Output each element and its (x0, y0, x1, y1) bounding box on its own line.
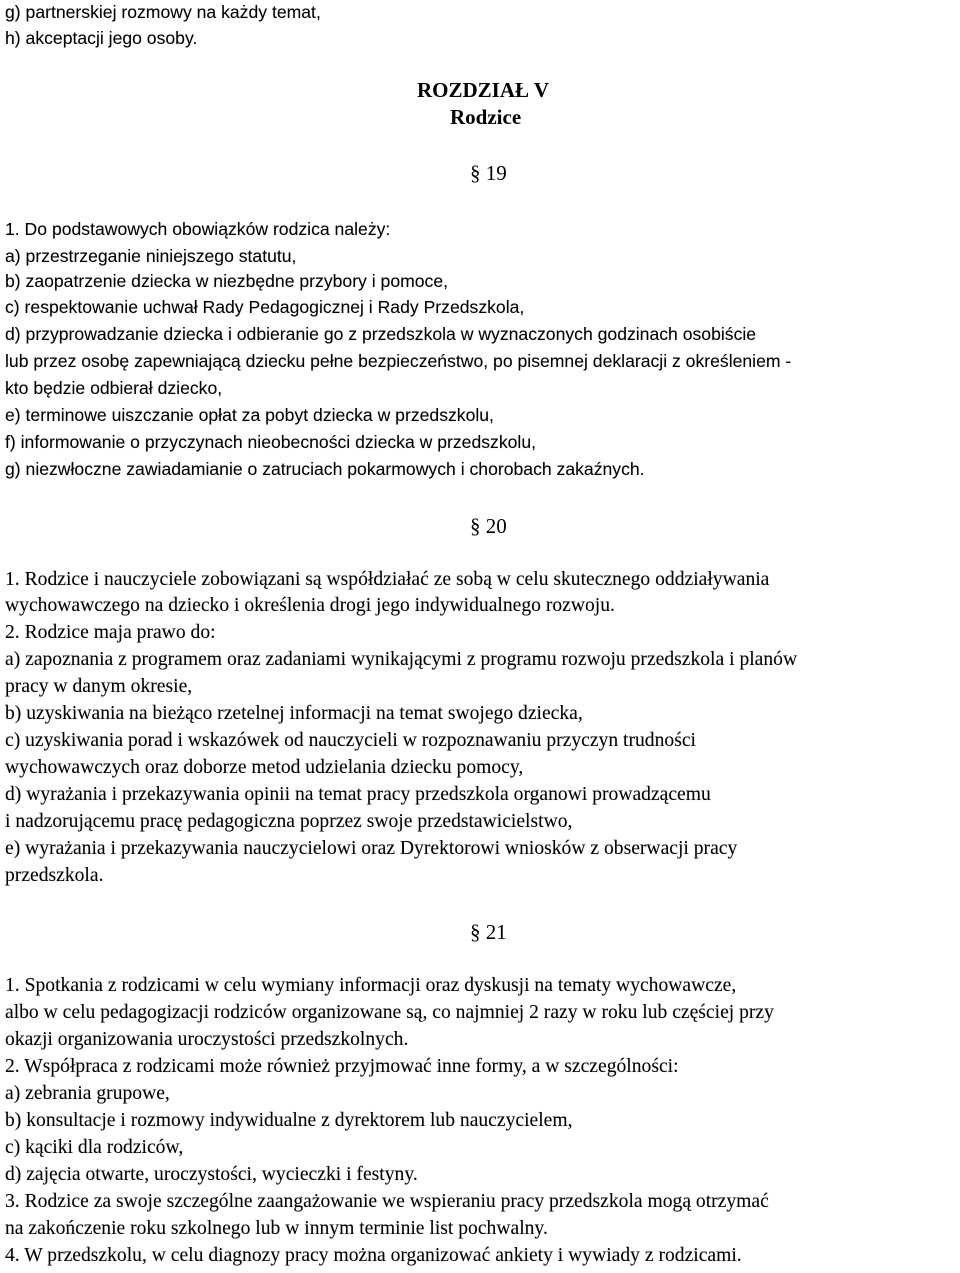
text-line: a) zebrania grupowe, (5, 1083, 170, 1104)
text-line: okazji organizowania uroczystości przedszkolnych. (5, 1029, 409, 1050)
text-line: 1. Do podstawowych obowiązków rodzica należy: (5, 219, 391, 239)
text-line: g) niezwłoczne zawiadamianie o zatruciach pokarmowych i chorobach zakaźnych. (5, 459, 645, 479)
text-line: 3. Rodzice za swoje szczególne zaangażowanie we wspieraniu pracy przedszkola mogą otrzymać (5, 1191, 769, 1212)
text-line: g) partnerskiej rozmowy na każdy temat, (5, 2, 321, 22)
text-line: d) przyprowadzanie dziecka i odbieranie go z przedszkola w wyznaczonych godzinach osobiście (5, 324, 757, 344)
text-line: d) wyrażania i przekazywania opinii na temat pracy przedszkola organowi prowadzącemu (5, 784, 711, 805)
section-mark-21: § 21 (470, 920, 507, 944)
text-line: 1. Rodzice i nauczyciele zobowiązani są współdziałać ze sobą w celu skutecznego oddziaływania (5, 569, 770, 590)
text-line: a) przestrzeganie niniejszego statutu, (5, 246, 297, 266)
text-line: 1. Spotkania z rodzicami w celu wymiany informacji oraz dyskusji na tematy wychowawcze, (5, 975, 737, 996)
chapter-title: ROZDZIAŁ V (417, 78, 550, 102)
text-line: na zakończenie roku szkolnego lub w innym terminie list pochwalny. (5, 1218, 548, 1239)
text-line: c) uzyskiwania porad i wskazówek od nauczycieli w rozpoznawaniu przyczyn trudności (5, 730, 696, 751)
text-line: c) kąciki dla rodziców, (5, 1137, 184, 1158)
text-line: b) zaopatrzenie dziecka w niezbędne przybory i pomoce, (5, 271, 449, 291)
text-line: albo w celu pedagogizacji rodziców organizowane są, co najmniej 2 razy w roku lub częściej przy (5, 1002, 774, 1023)
text-line: kto będzie odbierał dziecko, (5, 378, 223, 398)
text-line: d) zajęcia otwarte, uroczystości, wycieczki i festyny. (5, 1164, 418, 1185)
text-line: b) konsultacje i rozmowy indywidualne z dyrektorem lub nauczycielem, (5, 1110, 573, 1131)
section-mark-19: § 19 (470, 161, 507, 185)
text-line: a) zapoznania z programem oraz zadaniami wynikającymi z programu rozwoju przedszkola i planów (5, 649, 798, 670)
section-mark-20: § 20 (470, 514, 507, 538)
text-line: b) uzyskiwania na bieżąco rzetelnej informacji na temat swojego dziecka, (5, 703, 583, 724)
text-line: 2. Współpraca z rodzicami może również przyjmować inne formy, a w szczególności: (5, 1056, 679, 1077)
text-line: lub przez osobę zapewniającą dziecku pełne bezpieczeństwo, po pisemnej deklaracji z określeniem - (5, 351, 792, 371)
text-line: c) respektowanie uchwał Rady Pedagogicznej i Rady Przedszkola, (5, 297, 525, 317)
text-line: 4. W przedszkolu, w celu diagnozy pracy można organizować ankiety i wywiady z rodzicami. (5, 1245, 742, 1266)
text-line: 2. Rodzice maja prawo do: (5, 622, 216, 643)
text-line: h) akceptacji jego osoby. (5, 28, 198, 48)
text-line: przedszkola. (5, 865, 104, 886)
text-line: f) informowanie o przyczynach nieobecności dziecka w przedszkolu, (5, 432, 536, 452)
text-line: wychowawczych oraz doborze metod udzielania dziecku pomocy, (5, 757, 524, 778)
text-line: i nadzorującemu pracę pedagogiczna poprzez swoje przedstawicielstwo, (5, 811, 573, 832)
text-line: e) terminowe uiszczanie opłat za pobyt dziecka w przedszkolu, (5, 405, 494, 425)
chapter-subtitle: Rodzice (450, 105, 522, 129)
text-line: e) wyrażania i przekazywania nauczycielowi oraz Dyrektorowi wniosków z obserwacji pracy (5, 838, 738, 859)
text-line: wychowawczego na dziecko i określenia drogi jego indywidualnego rozwoju. (5, 595, 615, 616)
text-line: pracy w danym okresie, (5, 676, 193, 697)
